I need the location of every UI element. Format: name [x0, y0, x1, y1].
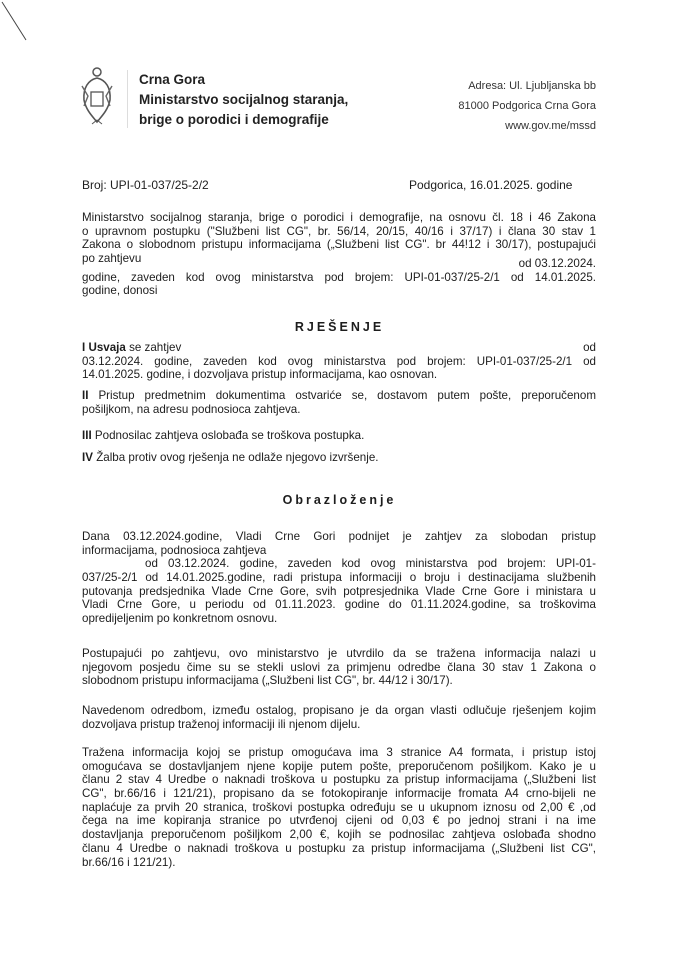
text-fragment: od: [583, 341, 596, 354]
text-line: [82, 389, 596, 403]
item-label: II: [82, 389, 89, 402]
text-line: o upravnom postupku ("Službeni list CG", br. 56/14, 20/15, 40/16 i 37/17) i člana 30 stav 1: [82, 224, 596, 238]
country-name: Crna Gora: [139, 72, 206, 87]
text-line: [82, 451, 596, 465]
text-line: Postupajući po zahtjevu, ovo ministarstvo je utvrdilo da se tražena informacija nalazi u: [82, 647, 596, 660]
ministry-name-line1: Ministarstvo socijalnog staranja,: [139, 92, 349, 107]
address-street: Adresa: Ul. Ljubljanska bb: [468, 80, 596, 92]
scan-mark-line: [0, 0, 30, 45]
text-fragment: Pristup predmetnim dokumentima ostvariće se, dostavom putem pošte, preporučenom: [98, 389, 596, 402]
text-line: [82, 429, 596, 443]
coat-of-arms-icon: [80, 66, 114, 128]
text-line: Vladi Crne Gore, u periodu od 01.11.2023. godine do 01.11.2024.godine, sa troškovima: [82, 598, 596, 612]
text-line: [82, 341, 596, 355]
text-line: naplaćuje za prvih 20 stranica, troškovi postupka određuju se u ukupnom iznosu od 2,00 € ,od: [82, 800, 596, 814]
text-line: [82, 252, 596, 271]
text-line: 14.01.2025. godine, i dozvoljava pristup informacijama, kao osnovan.: [82, 368, 438, 382]
header-divider: [127, 70, 128, 128]
text-line: čega na ime kopiranja stranice po utvrđenoj cijeni od 0,03 € po jednoj strani i na ime: [82, 814, 596, 828]
text-line: od 03.12.2024. godine, zaveden kod ovog ministarstva pod brojem: UPI-01-: [145, 557, 596, 571]
document-number: Broj: UPI-01-037/25-2/2: [82, 178, 209, 192]
reasoning-paragraph-3: [82, 704, 596, 731]
address-block: [458, 76, 596, 136]
text-line: godine, donosi: [82, 284, 158, 298]
text-fragment: po zahtjevu: [82, 252, 142, 266]
text-line: članu 4 Uredbe o naknadi troškova u postupku za pristup informacijama („Službeni list CG",: [82, 841, 596, 855]
text-line: godine, zaveden kod ovog ministarstva pod brojem: UPI-01-037/25-2/1 od 14.01.2025.: [82, 270, 596, 284]
decision-item-2: [82, 389, 596, 416]
ministry-name-line2: brige o porodici i demografije: [139, 112, 329, 127]
text-line: opredijeljenim po konkretnom osnovu.: [82, 612, 278, 626]
text-line: CG", br.66/16 i 121/21), propisano da se fotokopiranje informacije fromata A4 crno-bijeli ne: [82, 787, 596, 801]
text-line: dostavljanja preporučenom pošiljkom 2,00 €, kojih se podnosilac zahtjeva oslobađa shodno: [82, 828, 596, 842]
place-date: Podgorica, 16.01.2025. godine: [409, 178, 573, 192]
text-fragment: Podnosilac zahtjeva oslobađa se troškova postupka.: [94, 429, 365, 442]
website: www.gov.me/mssd: [505, 120, 596, 132]
text-line: članu 2 stav 4 Uredbe o naknadi troškova u postupku za pristup informacijama („Službeni list: [82, 773, 596, 787]
decision-item-3: [82, 429, 596, 443]
text-line: Navedenom odredbom, između ostalog, propisano je da organ vlasti odlučuje rješenjem kojim: [82, 704, 596, 717]
text-line: Dana 03.12.2024.godine, Vladi Crne Gori podnijet je zahtjev za slobodan pristup: [82, 530, 596, 543]
reasoning-title: Obrazloženje: [282, 493, 397, 507]
ministry-header: [139, 70, 348, 130]
text-line: 03.12.2024. godine, zaveden kod ovog ministarstva pod brojem: UPI-01-037/25-2/1 od: [82, 354, 596, 368]
address-city: 81000 Podgorica Crna Gora: [458, 100, 596, 112]
text-fragment: od 03.12.2024.: [518, 257, 596, 271]
reasoning-paragraph-2: [82, 647, 596, 688]
text-line: omogućava se dostavljanjem njene kopije putem pošte, preporučenom pošiljkom. Kako je u: [82, 759, 596, 773]
text-line: putovanja predsjednika Vlade Crne Gore, svih potpresjednika Vlade Crne Gore i ministara u: [82, 584, 596, 598]
text-line: Ministarstvo socijalnog staranja, brige o porodici i demografije, na osnovu čl. 18 i 46 Zakona: [82, 211, 596, 224]
reasoning-paragraph-4: [82, 746, 596, 869]
text-line: 037/25-2/1 od 14.01.2025.godine, radi pristupa informaciji o broju i destinacijama službenih: [82, 571, 596, 585]
item-label: IV: [82, 451, 93, 464]
text-line: Tražena informacija kojoj se pristup omogućava ima 3 stranice A4 formata, i pristup istoj: [82, 746, 596, 759]
decision-item-1: [82, 341, 596, 382]
text-line: informacijama, podnosioca zahtjeva: [82, 543, 267, 557]
decision-title: RJEŠENJE: [294, 320, 385, 334]
text-fragment: se zahtjev: [129, 341, 182, 354]
text-line: pošiljkom, na adresu podnosioca zahtjeva.: [82, 402, 301, 416]
text-fragment: Žalba protiv ovog rješenja ne odlaže njegovo izvršenje.: [96, 451, 379, 464]
intro-paragraph: [82, 211, 596, 298]
text-line: slobodnom pristupu informacijama („Službeni list CG", br. 44/12 i 30/17).: [82, 674, 453, 688]
item-label: III: [82, 429, 92, 442]
text-line: dozvoljava pristup traženoj informaciji ili njenom dijelu.: [82, 717, 361, 731]
item-label: I Usvaja: [82, 341, 126, 354]
text-line: Zakona o slobodnom pristupu informacijama („Službeni list CG". br 44!12 i 30/17), postupajući: [82, 238, 596, 252]
reasoning-paragraph-1: [82, 530, 596, 626]
decision-item-4: [82, 451, 596, 465]
text-line: njegovom posjedu čime su se stekli uslovi za primjenu odredbe člana 30 stav 1 Zakona o: [82, 660, 596, 674]
text-line: br.66/16 i 121/21).: [82, 855, 176, 869]
